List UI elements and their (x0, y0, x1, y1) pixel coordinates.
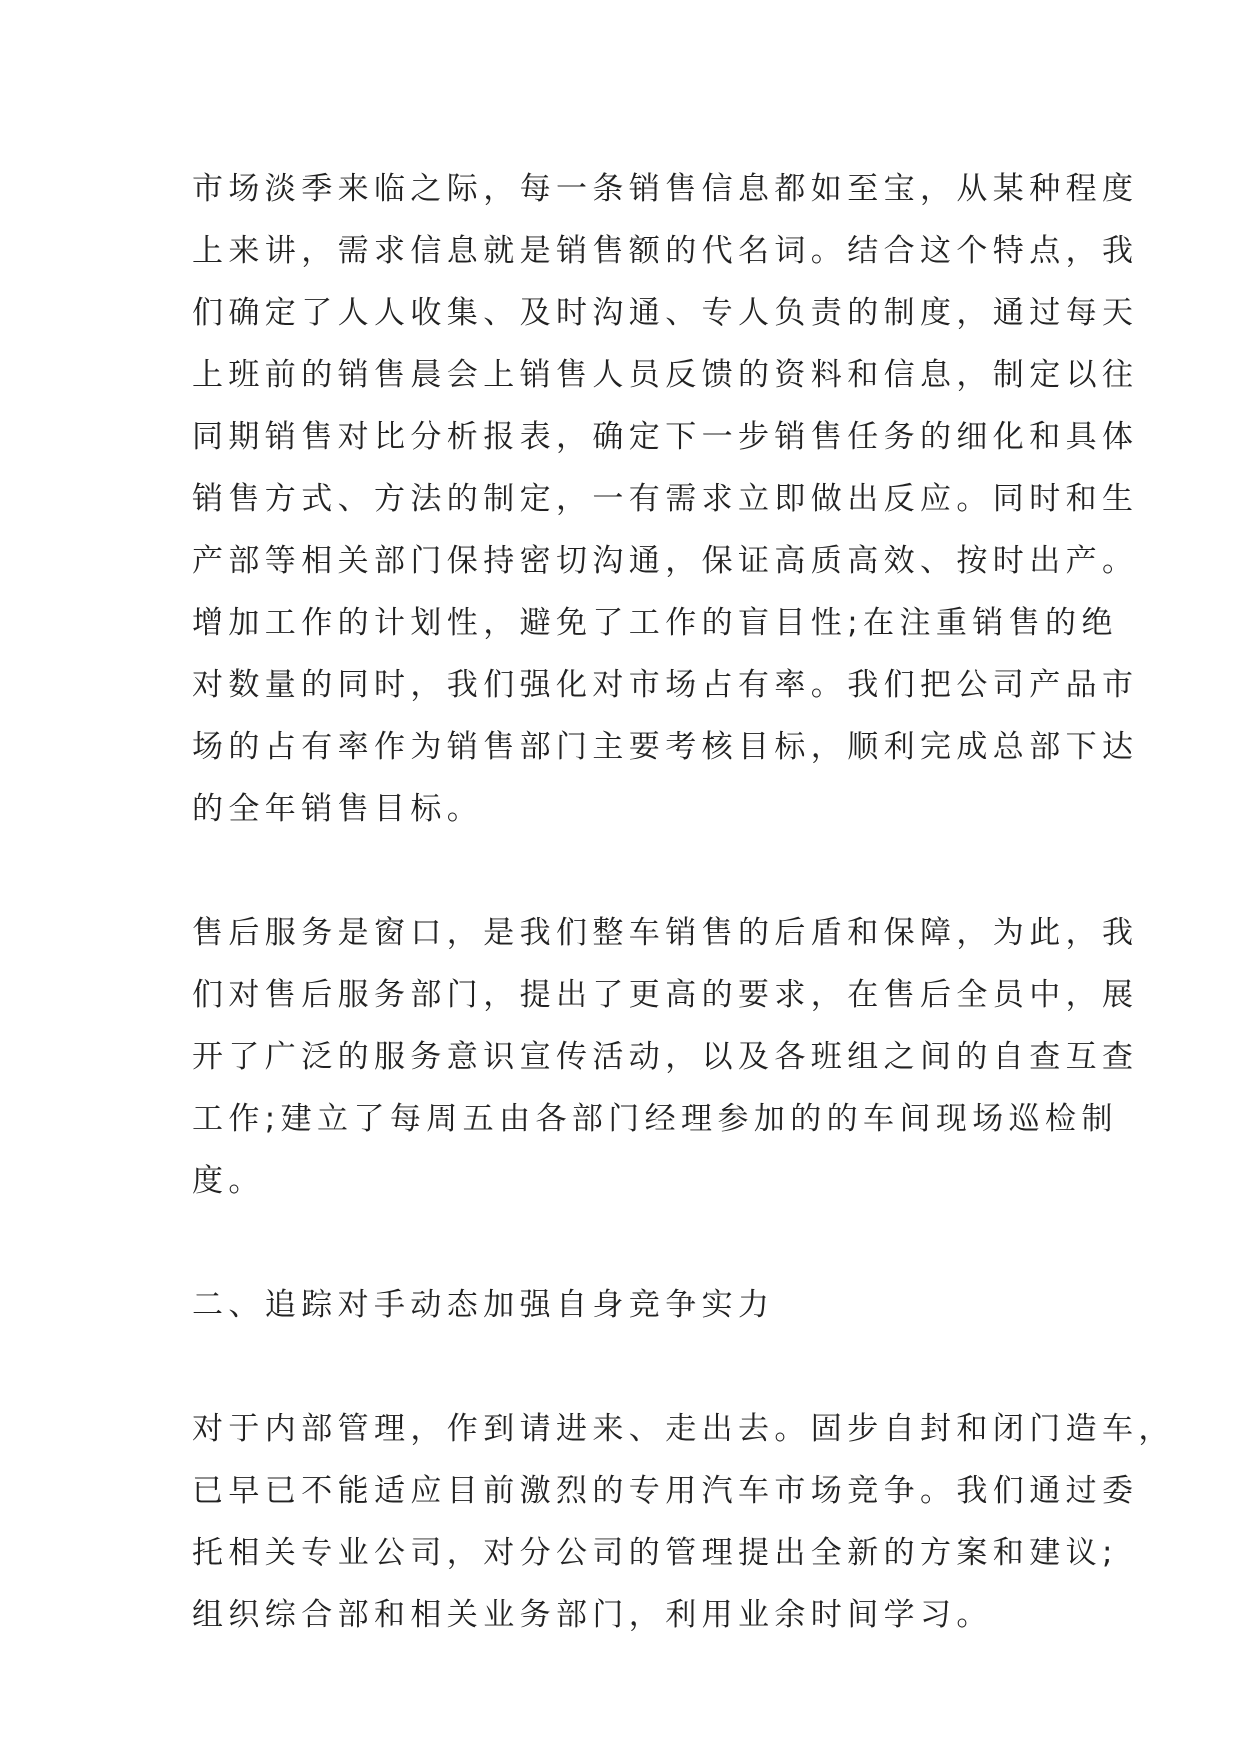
heading-text: 二、追踪对手动态加强自身竞争实力 (192, 1287, 775, 1323)
text-line: 销售方式、方法的制定，一有需求立即做出反应。同时和生 (192, 481, 1139, 517)
paragraph-sales-info (192, 158, 1139, 840)
text-line: 们确定了人人收集、及时沟通、专人负责的制度，通过每天 (192, 295, 1139, 331)
text-line: 对数量的同时，我们强化对市场占有率。我们把公司产品市 (192, 667, 1139, 703)
paragraph-internal-management (192, 1398, 1175, 1646)
text-line: 增加工作的计划性，避免了工作的盲目性;在注重销售的绝 (192, 605, 1118, 641)
text-line: 上班前的销售晨会上销售人员反馈的资料和信息，制定以往 (192, 357, 1139, 393)
text-line: 度。 (192, 1163, 265, 1199)
paragraph-gap (192, 840, 1072, 902)
text-line: 上来讲，需求信息就是销售额的代名词。结合这个特点，我 (192, 233, 1139, 269)
text-line: 工作;建立了每周五由各部门经理参加的的车间现场巡检制 (192, 1101, 1118, 1137)
text-line: 的全年销售目标。 (192, 791, 484, 827)
paragraph-gap (192, 1212, 1072, 1274)
text-line: 售后服务是窗口，是我们整车销售的后盾和保障，为此，我 (192, 915, 1139, 951)
text-line: 对于内部管理，作到请进来、走出去。固步自封和闭门造车， (192, 1411, 1175, 1447)
text-line: 市场淡季来临之际，每一条销售信息都如至宝，从某种程度 (192, 171, 1139, 207)
text-line: 产部等相关部门保持密切沟通，保证高质高效、按时出产。 (192, 543, 1139, 579)
text-line: 场的占有率作为销售部门主要考核目标，顺利完成总部下达 (192, 729, 1139, 765)
text-line: 已早已不能适应目前激烈的专用汽车市场竞争。我们通过委 (192, 1473, 1139, 1509)
text-line: 开了广泛的服务意识宣传活动，以及各班组之间的自查互查 (192, 1039, 1139, 1075)
text-line: 组织综合部和相关业务部门，利用业余时间学习。 (192, 1597, 993, 1633)
paragraph-after-sales (192, 902, 1139, 1212)
section-heading (192, 1274, 1072, 1336)
text-line: 同期销售对比分析报表，确定下一步销售任务的细化和具体 (192, 419, 1139, 455)
text-line: 们对售后服务部门，提出了更高的要求，在售后全员中，展 (192, 977, 1139, 1013)
document-body (192, 158, 1175, 1646)
text-line: 托相关专业公司，对分公司的管理提出全新的方案和建议; (192, 1535, 1118, 1571)
paragraph-gap (192, 1336, 1072, 1398)
